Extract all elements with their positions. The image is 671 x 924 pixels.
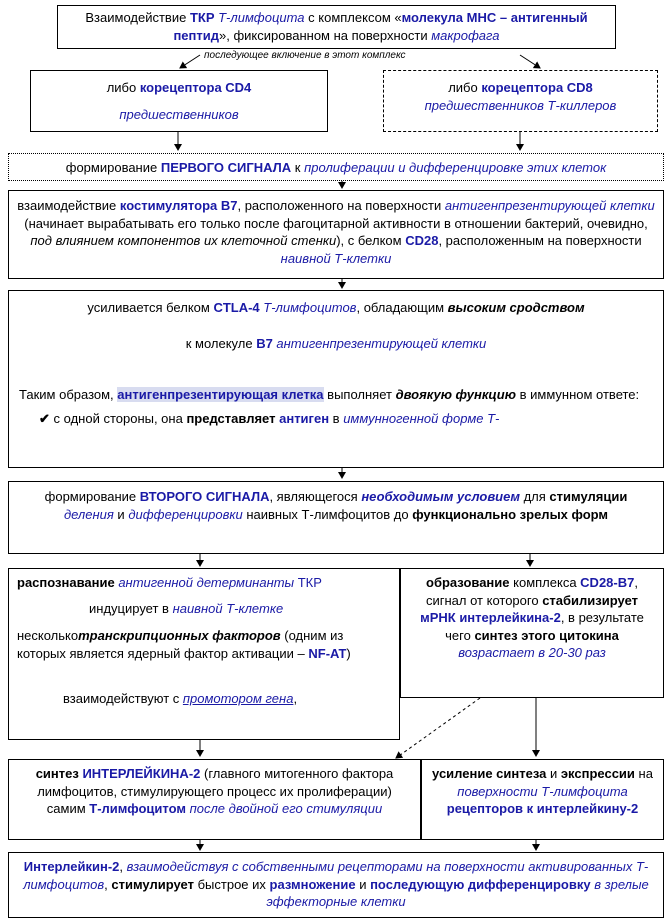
il2-synthesis-box: синтез ИНТЕРЛЕЙКИНА-2 (главного митогенного фактора лимфоцитов, стимулирующего процесс их пролиферации) самим Т-лимфоцитом после двойной его стимуляции [8, 759, 421, 840]
cd4-coreceptor-box: либо корецептора CD4 предшественников [30, 70, 328, 132]
b7-costimulator-box: взаимодействие костимулятора В7, расположенного на поверхности антигенпрезентирующей клетки (начинает вырабатывать его только после фагоцитарной активности в отношении бактерий, очевидно, под влиянием компонентов их клеточной стенки), с белком CD28, расположенным на поверхности наивной Т-клетки [8, 190, 664, 279]
first-signal-box: формирование ПЕРВОГО СИГНАЛА к пролиферации и дифференцировке этих клеток [8, 153, 664, 181]
inclusion-note: последующее включение в этот комплекс [204, 50, 406, 61]
tcr-complex-box: Взаимодействие ТКР Т-лимфоцита с комплексом «молекула МНС – антигенный пептид», фиксированном на поверхности макрофага [57, 5, 616, 49]
tcr-recognition-box: распознавание антигенной детерминанты ТКР индуцирует в наивной Т-клетке несколькотранскрипционных факторов (одним из которых является ядерный фактор активации – NF-AT) взаимодействуют с промотором гена, [8, 568, 400, 740]
arrow-complex-to-il2 [396, 698, 480, 758]
ctla4-box: усиливается белком CTLA-4 Т-лимфоцитов, обладающим высоким сродством к молекуле В7 антигенпрезентирующей клетки Таким образом, антигенпрезентирующая клетка выполняет двоякую функцию в иммунном ответе: ✔ с одной стороны, она представляет антиген в иммунногенной форме Т- [8, 290, 664, 468]
cd8-coreceptor-box: либо корецептора CD8 предшественников Т-киллеров [383, 70, 658, 132]
second-signal-box: формирование ВТОРОГО СИГНАЛА, являющегося необходимым условием для стимуляции деления и дифференцировки наивных Т-лимфоцитов до функционально зрелых форм [8, 481, 664, 554]
arrow-to-cd8 [520, 55, 540, 68]
arrow-to-cd4 [180, 55, 200, 68]
il2-proliferation-box: Интерлейкин-2, взаимодействуя с собственными рецепторами на поверхности активированных Т-лимфоцитов, стимулирует быстрое их размножение и последующую дифференцировку в зрелые эффекторные клетки [8, 852, 664, 918]
il2-receptor-box: усиление синтеза и экспрессии на поверхности Т-лимфоцита рецепторов к интерлейкину-2 [421, 759, 664, 840]
cd28-b7-complex-box: образование комплекса CD28-В7, сигнал от которого стабилизирует мРНК интерлейкина-2, в результате чего синтез этого цитокина возрастает в 20-30 раз [400, 568, 664, 698]
